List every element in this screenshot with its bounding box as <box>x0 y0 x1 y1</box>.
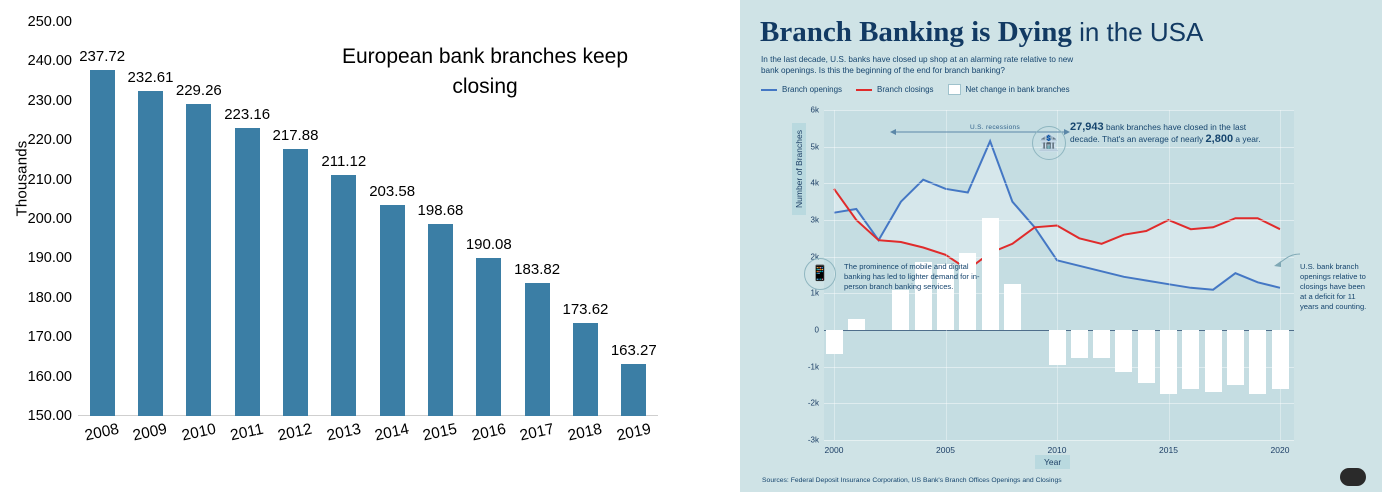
x-axis-tick-label: 2018 <box>566 420 604 445</box>
y-gridline <box>824 440 1294 441</box>
y-axis-tick-label: -1k <box>807 362 819 372</box>
bar-value-label: 183.82 <box>514 260 561 278</box>
legend-swatch-closings <box>856 89 872 91</box>
bar <box>331 175 356 416</box>
y-gridline <box>78 61 658 62</box>
x-axis-tick-label: 2011 <box>228 420 266 445</box>
bar-value-label: 211.12 <box>321 153 367 171</box>
bar-value-label: 198.68 <box>417 202 464 220</box>
net-change-bar <box>1049 330 1066 365</box>
branch-banking-infographic <box>740 0 1382 492</box>
x-axis-tick-label: 2017 <box>518 420 556 445</box>
y-axis-tick-label: 170.00 <box>27 329 72 346</box>
bar <box>90 70 115 416</box>
y-axis-tick-label: 5k <box>810 142 819 152</box>
legend-label-openings: Branch openings <box>782 85 843 94</box>
legend-item-closings <box>856 85 933 94</box>
net-change-bar <box>1004 284 1021 330</box>
bar <box>380 205 405 416</box>
net-change-bar <box>1182 330 1199 389</box>
bar <box>186 104 211 416</box>
y-axis-tick-label: 2k <box>810 252 819 262</box>
chart-title: European bank branches keep closing <box>341 45 629 98</box>
x-axis-tick-label: 2012 <box>276 420 314 445</box>
y-gridline <box>78 337 658 338</box>
bar <box>525 283 550 416</box>
infographic-title-bold: Branch Banking is Dying <box>760 16 1072 48</box>
bar-value-label: 190.08 <box>465 236 512 254</box>
plot-area <box>27 14 658 424</box>
x-axis-tick-label: 2015 <box>1159 445 1178 455</box>
y-axis-tick-label: 6k <box>810 105 819 115</box>
y-axis-tick-label: 250.00 <box>27 14 72 30</box>
bar <box>428 224 453 416</box>
y-gridline <box>824 403 1294 404</box>
net-change-bar <box>1115 330 1132 372</box>
x-gridline <box>1057 110 1058 440</box>
bar <box>235 128 260 416</box>
x-axis-tick-label: 2015 <box>421 420 459 445</box>
net-change-bar <box>848 319 865 330</box>
bar-value-label: 203.58 <box>369 182 416 200</box>
x-axis-tick-label: 2014 <box>373 420 411 445</box>
deficit-callout-arrow <box>1274 252 1302 268</box>
x-axis-tick-label: 2010 <box>1047 445 1067 455</box>
stat-text-2: a year. <box>1233 133 1261 144</box>
bar-value-label: 163.27 <box>610 341 657 359</box>
net-change-bar <box>1205 330 1222 392</box>
y-axis-tick-label: 3k <box>810 215 819 225</box>
infographic-legend <box>761 84 1070 95</box>
net-change-bar <box>1138 330 1155 383</box>
y-gridline <box>78 180 658 181</box>
y-axis-tick-label: 230.00 <box>27 92 72 109</box>
infographic-title-light: in the USA <box>1071 17 1204 47</box>
y-axis-title: Thousands <box>13 140 31 217</box>
stat-text-1: bank branches have closed in the last decade. That's an average of nearly <box>1070 122 1247 144</box>
deficit-callout: U.S. bank branch openings relative to closings have been at a deficit for 11 years and counting. <box>1300 262 1367 311</box>
y-gridline <box>78 101 658 102</box>
y-axis-tick-label: 200.00 <box>27 211 72 227</box>
infographic-subtitle: In the last decade, U.S. banks have closed up shop at an alarming rate relative to new bank openings. Is this the beginning of the end for branch banking? <box>761 55 1074 75</box>
x-axis-tick-label: 2005 <box>936 445 955 455</box>
net-change-bar <box>826 330 843 354</box>
bar-value-label: 237.72 <box>79 48 126 66</box>
bar-value-label: 229.26 <box>175 81 222 99</box>
legend-label-net: Net change in bank branches <box>965 85 1070 94</box>
y-gridline <box>824 367 1294 368</box>
net-change-bar <box>1160 330 1177 394</box>
x-axis-tick-label: 2009 <box>131 420 170 445</box>
y-gridline <box>78 377 658 378</box>
y-gridline <box>78 219 658 220</box>
y-axis-tick-label: 1k <box>810 288 819 298</box>
y-gridline <box>824 110 1294 111</box>
legend-item-net <box>948 84 1070 95</box>
net-change-bar <box>1272 330 1289 389</box>
y-axis-tick-label: 210.00 <box>27 171 72 188</box>
stat-number-closed: 27,943 <box>1070 121 1104 133</box>
infographic-x-axis-title: Year <box>1035 455 1070 469</box>
bar-value-label: 232.61 <box>127 68 174 86</box>
x-axis-labels <box>78 420 658 445</box>
x-gridline <box>1280 110 1281 440</box>
y-gridline <box>78 22 658 23</box>
y-axis-tick-label: 0 <box>814 325 819 335</box>
y-axis-tick-label: 240.00 <box>27 53 72 70</box>
y-gridline <box>78 416 658 417</box>
bar-value-label: 223.16 <box>224 105 271 123</box>
y-gridline <box>824 257 1294 258</box>
legend-swatch-openings <box>761 89 777 91</box>
y-axis-tick-label: 190.00 <box>27 250 72 267</box>
y-gridline <box>824 183 1294 184</box>
x-axis-tick-label: 2010 <box>180 420 218 445</box>
bank-icon: 🏦 <box>1032 126 1066 160</box>
y-axis-tick-label: 4k <box>810 178 819 188</box>
y-gridline <box>824 220 1294 221</box>
y-gridline <box>78 298 658 299</box>
net-change-bar <box>1249 330 1266 394</box>
x-axis-tick-label: 2020 <box>1270 445 1290 455</box>
y-gridline <box>78 140 658 141</box>
y-axis-tick-label: 160.00 <box>27 368 72 385</box>
mobile-banking-icon: 📱 <box>804 258 836 290</box>
net-change-bar <box>1093 330 1110 358</box>
x-axis-tick-label: 2000 <box>824 445 844 455</box>
net-change-bar <box>1227 330 1244 385</box>
y-gridline <box>78 258 658 259</box>
bar <box>621 364 646 416</box>
infographic-title <box>760 16 1203 49</box>
legend-item-openings <box>761 85 842 94</box>
x-axis-tick-label: 2016 <box>470 420 508 445</box>
publisher-logo <box>1340 468 1366 486</box>
y-axis-tick-label: -2k <box>807 398 819 408</box>
mobile-banking-callout: The prominence of mobile and digital banking has led to lighter demand for in-person branch banking services. <box>844 262 980 291</box>
infographic-y-axis-title: Number of Branches <box>792 123 806 215</box>
net-change-bar <box>892 290 909 330</box>
stat-number-average: 2,800 <box>1205 132 1234 145</box>
x-axis-tick-label: 2013 <box>325 420 363 445</box>
y-axis-tick-label: 150.00 <box>27 408 72 424</box>
x-axis-tick-label: 2019 <box>615 420 653 445</box>
recession-label: U.S. recessions <box>970 124 1021 131</box>
bar-value-label: 173.62 <box>562 300 609 318</box>
y-axis-tick-label: -3k <box>807 435 819 445</box>
stat-callout <box>1070 122 1275 145</box>
net-change-bar <box>1071 330 1088 358</box>
infographic-source: Sources: Federal Deposit Insurance Corporation, US Bank's Branch Offices Openings and Closings <box>762 477 1062 484</box>
y-axis-tick-label: 180.00 <box>27 289 72 306</box>
x-axis-tick-label: 2008 <box>83 420 121 445</box>
legend-label-closings: Branch closings <box>877 85 934 94</box>
bar-value-label: 217.88 <box>272 126 319 144</box>
y-axis-tick-label: 220.00 <box>27 132 72 149</box>
legend-swatch-net <box>948 84 961 95</box>
